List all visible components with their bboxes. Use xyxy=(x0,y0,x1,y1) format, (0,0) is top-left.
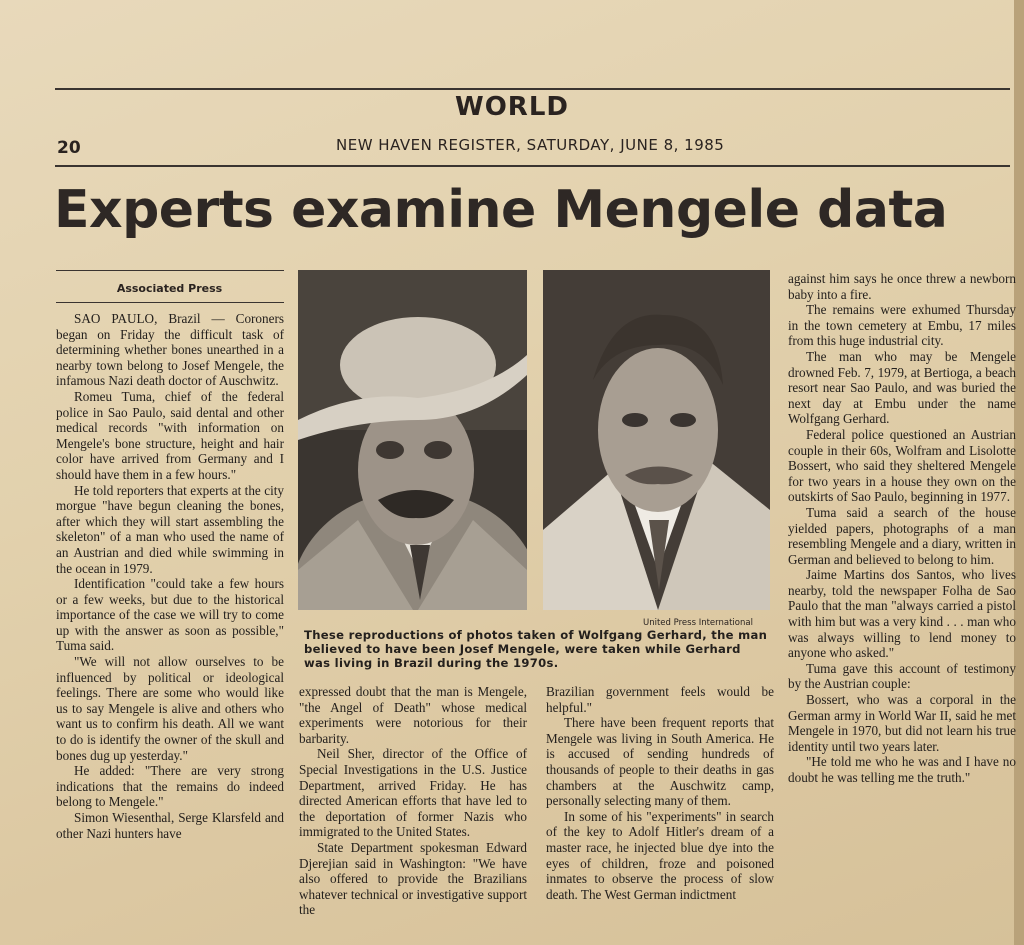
photo-gerhard-portrait xyxy=(543,270,770,610)
paragraph: against him says he once threw a newborn baby into a fire. xyxy=(788,271,1016,302)
headline: Experts examine Mengele data xyxy=(54,180,948,240)
paragraph: Tuma said a search of the house yielded papers, photographs of a man resembling Mengele and a diary, written in German and believed to belong to him. xyxy=(788,504,1016,567)
paragraph: Federal police questioned an Austrian couple in their 60s, Wolfram and Lisolotte Bossert, who said they sheltered Mengele for two years in a house they own on the outskirts of Sao Paulo, beginning in 1977. xyxy=(788,426,1016,505)
paragraph: "We will not allow ourselves to be influenced by political or ideological feelings. There are some who would like us to say Mengele is alive and others who want us to confirm his death. All we want to do is identify the owner of the skull and bones dug up yesterday." xyxy=(56,654,284,763)
paragraph: Identification "could take a few hours or a few weeks, but due to the historical importance of the case we will try to come up with the answer as soon as possible," Tuma said. xyxy=(56,576,284,654)
paragraph: Jaime Martins dos Santos, who lives nearby, told the newspaper Folha de Sao Paulo that the man "always carried a pistol with him but was a very kind . . . man who was always willing to lend money to anyone who asked." xyxy=(788,567,1016,661)
header-rule xyxy=(55,165,1010,167)
paragraph: SAO PAULO, Brazil — Coroners began on Friday the difficult task of determining whether bones unearthed in a nearby town belong to Josef Mengele, the infamous Nazi death doctor of Auschwitz. xyxy=(56,311,284,389)
byline-rule-bottom xyxy=(56,302,284,303)
paragraph: Romeu Tuma, chief of the federal police in Sao Paulo, said dental and other medical records "with information on Mengele's bone structure, height and hair color have arrived from Germany and I should have them in a few hours." xyxy=(56,388,284,482)
paragraph: Brazilian government feels would be helpful." xyxy=(546,684,774,715)
paragraph: There have been frequent reports that Mengele was living in South America. He is accused of sending hundreds of thousands of people to their deaths in gas chambers at the Auschwitz camp, personally selecting many of them. xyxy=(546,715,774,809)
paragraph: Tuma gave this account of testimony by the Austrian couple: xyxy=(788,660,1016,692)
article-column-1 xyxy=(56,311,284,841)
portrait-image xyxy=(543,270,770,610)
paragraph: He added: "There are very strong indications that the remains do indeed belong to Mengele." xyxy=(56,763,284,810)
paragraph: The remains were exhumed Thursday in the town cemetery at Embu, 17 miles from this huge industrial city. xyxy=(788,302,1016,349)
paragraph: Simon Wiesenthal, Serge Klarsfeld and other Nazi hunters have xyxy=(56,810,284,841)
paragraph: He told reporters that experts at the city morgue "have begun cleaning the bones, after which they will start assembling the skeleton" of a man who used the name of an Austrian and died while swimming in the ocean in 1979. xyxy=(56,482,284,576)
photo-gerhard-hat xyxy=(298,270,527,610)
paragraph: Bossert, who was a corporal in the German army in World War II, said he met Mengele in 1970, but did not learn his true identity until two years later. xyxy=(788,692,1016,754)
article-column-3 xyxy=(546,684,774,902)
article-column-2 xyxy=(299,684,527,918)
section-title: WORLD xyxy=(455,92,569,122)
paragraph: State Department spokesman Edward Djerejian said in Washington: "We have also offered to provide the Brazilians whatever technical or investigative support the xyxy=(299,839,527,918)
paragraph: The man who may be Mengele drowned Feb. 7, 1979, at Bertioga, a beach resort near Sao Paulo, and was buried the next day at Embu under the name Wolfgang Gerhard. xyxy=(788,348,1016,427)
top-rule xyxy=(55,88,1010,90)
byline: Associated Press xyxy=(116,282,223,295)
paragraph: Neil Sher, director of the Office of Special Investigations in the U.S. Justice Department, arrived Friday. He has directed American efforts that have led to the deportation of former Nazis who immigrated to the United States. xyxy=(299,746,527,840)
paragraph: In some of his "experiments" in search of the key to Adolf Hitler's dream of a master race, he injected blue dye into the eyes of children, froze and poisoned inmates to observe the process of slow death. The West German indictment xyxy=(546,808,774,902)
page-number: 20 xyxy=(57,138,81,158)
byline-rule-top xyxy=(56,270,284,271)
paragraph: "He told me who he was and I have no doubt he was telling me the truth." xyxy=(788,754,1016,785)
dateline: NEW HAVEN REGISTER, SATURDAY, JUNE 8, 1985 xyxy=(336,136,725,154)
paragraph: expressed doubt that the man is Mengele, "the Angel of Death" whose medical experiments were notorious for their barbarity. xyxy=(299,684,527,746)
article-column-4 xyxy=(788,271,1016,786)
photo-credit: United Press International xyxy=(643,618,753,628)
portrait-hat-image xyxy=(298,270,527,610)
photo-caption: These reproductions of photos taken of Wolfgang Gerhard, the man believed to have been Josef Mengele, were taken while Gerhard was living in Brazil during the 1970s. xyxy=(304,628,768,670)
